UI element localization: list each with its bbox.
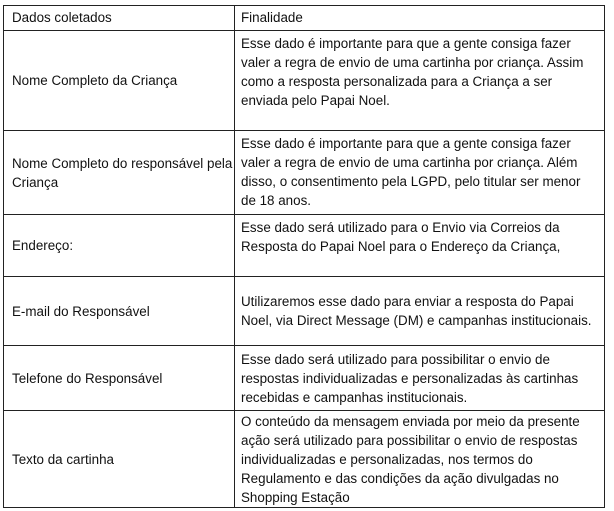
- field-name-cell: E-mail do Responsável: [4, 277, 235, 346]
- table-row: [4, 31, 605, 131]
- table-row: [4, 215, 605, 277]
- purpose-cell: O conteúdo da mensagem enviada por meio da presente ação será utilizado para possibilitar o envio de respostas individualizadas e personalizadas, nos termos do Regulamento e das condições da ação divulgadas no Shopping Estação: [235, 411, 605, 508]
- field-name-cell: Telefone do Responsável: [4, 346, 235, 411]
- header-finalidade: Finalidade: [235, 6, 605, 31]
- purpose-cell: Esse dado será utilizado para possibilitar o envio de respostas individualizadas e personalizadas às cartinhas recebidas e campanhas institucionais.: [235, 346, 605, 411]
- field-name-cell: Nome Completo da Criança: [4, 31, 235, 131]
- table-header-row: [4, 6, 605, 31]
- table-row: [4, 277, 605, 346]
- field-name-cell: Texto da cartinha: [4, 411, 235, 508]
- header-dados-coletados: Dados coletados: [4, 6, 235, 31]
- purpose-cell: Esse dado é importante para que a gente consiga fazer valer a regra de envio de uma cartinha por criança. Assim como a resposta personalizada para a Criança a ser enviada pelo Papai Noel.: [235, 31, 605, 131]
- purpose-cell: Esse dado será utilizado para o Envio via Correios da Resposta do Papai Noel para o Endereço da Criança,: [235, 215, 605, 277]
- field-name-cell: Endereço:: [4, 215, 235, 277]
- data-collection-table: [3, 5, 605, 508]
- purpose-cell: Utilizaremos esse dado para enviar a resposta do Papai Noel, via Direct Message (DM) e campanhas institucionais.: [235, 277, 605, 346]
- purpose-cell: Esse dado é importante para que a gente consiga fazer valer a regra de envio de uma cartinha por criança. Além disso, o consentimento pela LGPD, pelo titular ser menor de 18 anos.: [235, 131, 605, 215]
- table-row: [4, 131, 605, 215]
- table-row: [4, 346, 605, 411]
- table-row: [4, 411, 605, 508]
- field-name-cell: Nome Completo do responsável pela Criança: [4, 131, 235, 215]
